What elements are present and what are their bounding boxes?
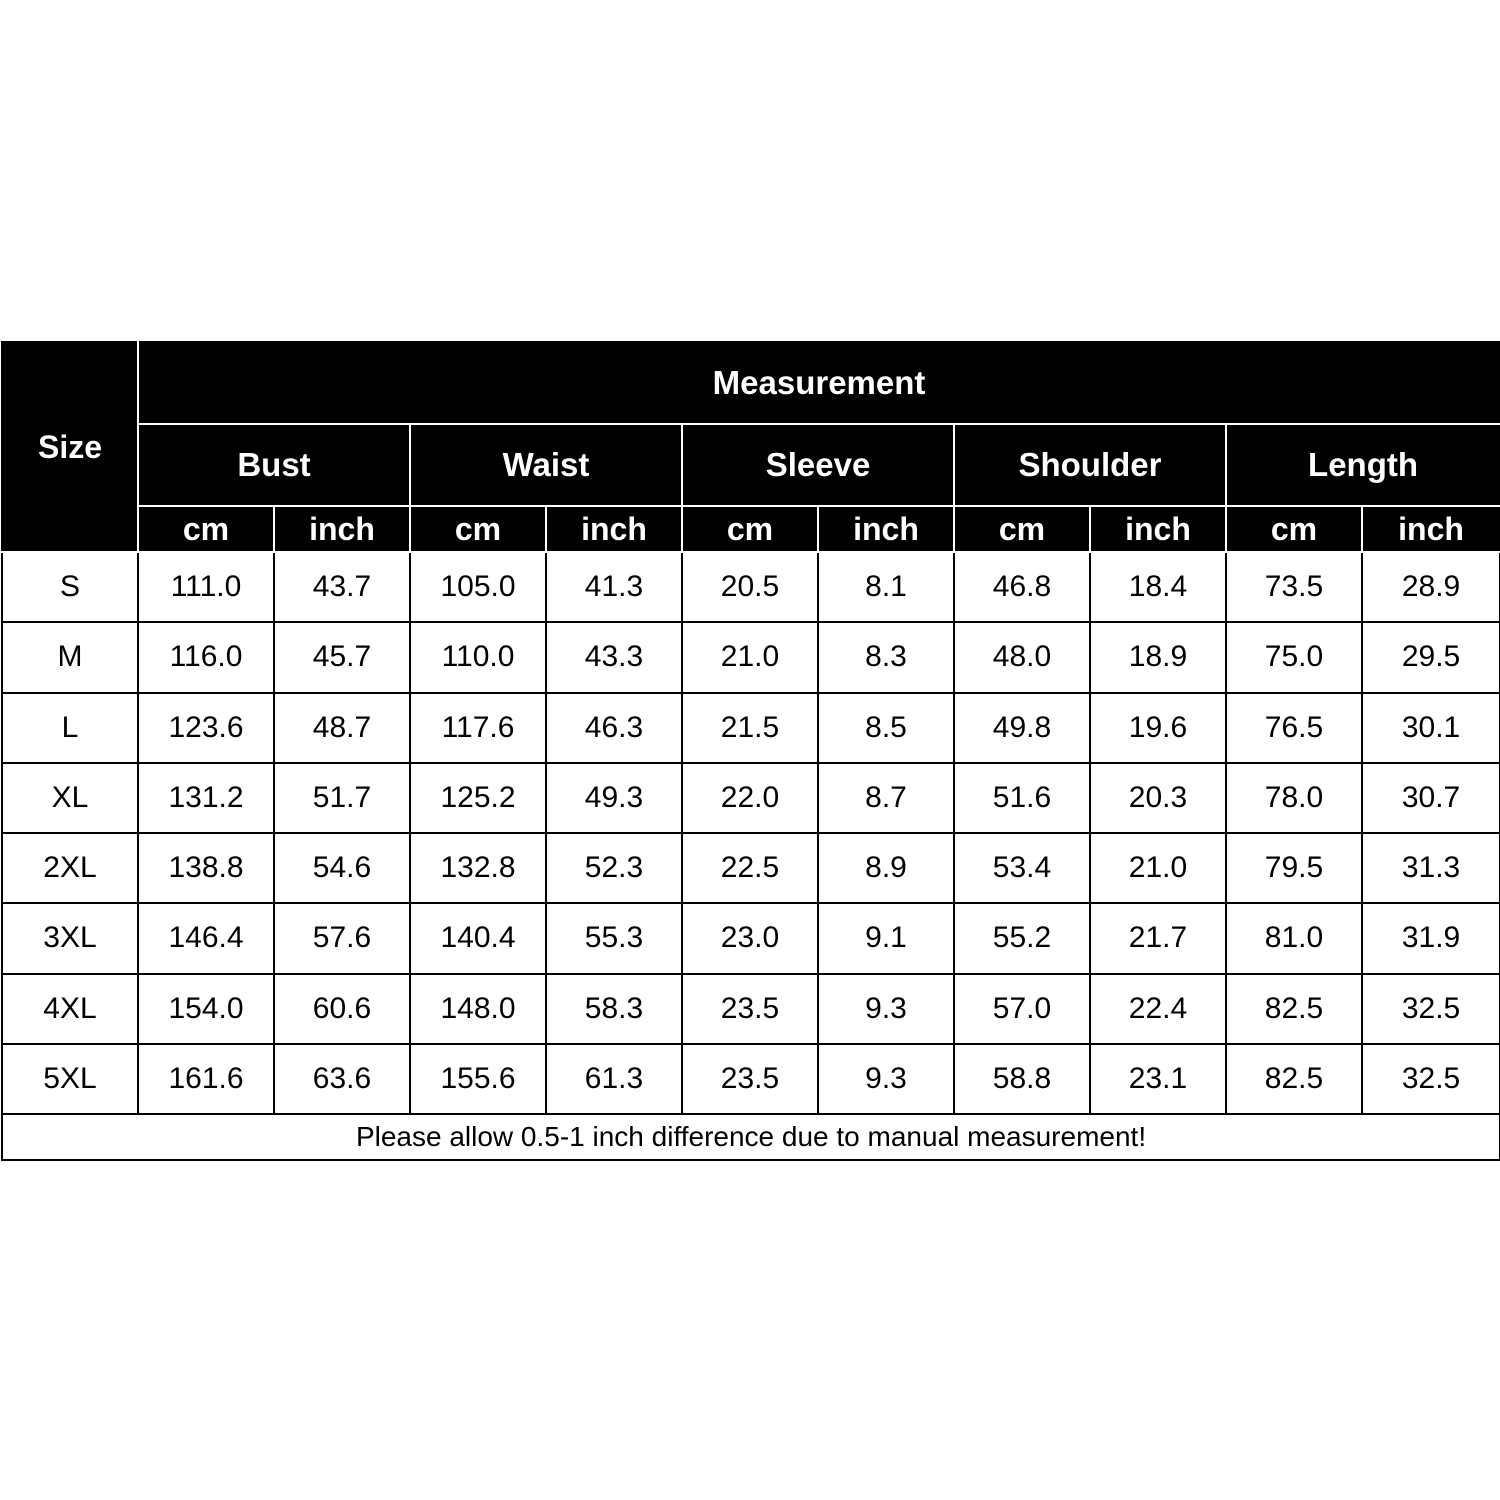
measurement-cell: 18.9 xyxy=(1090,622,1226,692)
measurement-cell: 30.1 xyxy=(1362,693,1500,763)
table-row xyxy=(2,833,1500,903)
measurement-cell: 30.7 xyxy=(1362,763,1500,833)
measurement-cell: 23.5 xyxy=(682,974,818,1044)
table-row xyxy=(2,1044,1500,1114)
measurement-cell: 61.3 xyxy=(546,1044,682,1114)
measurement-cell: 55.3 xyxy=(546,903,682,973)
size-cell: 3XL xyxy=(2,903,138,973)
measurement-cell: 23.0 xyxy=(682,903,818,973)
measurement-cell: 8.7 xyxy=(818,763,954,833)
measurement-cell: 20.5 xyxy=(682,552,818,622)
group-header-shoulder: Shoulder xyxy=(954,424,1226,506)
measurement-cell: 21.0 xyxy=(1090,833,1226,903)
unit-header-sleeve-inch: inch xyxy=(818,506,954,552)
size-cell: 5XL xyxy=(2,1044,138,1114)
measurement-cell: 51.7 xyxy=(274,763,410,833)
group-header-sleeve: Sleeve xyxy=(682,424,954,506)
measurement-cell: 53.4 xyxy=(954,833,1090,903)
measurement-cell: 57.6 xyxy=(274,903,410,973)
measurement-cell: 48.7 xyxy=(274,693,410,763)
measurement-cell: 54.6 xyxy=(274,833,410,903)
table-row xyxy=(2,552,1500,622)
measurement-note: Please allow 0.5-1 inch difference due to manual measurement! xyxy=(2,1114,1500,1160)
measurement-cell: 116.0 xyxy=(138,622,274,692)
measurement-cell: 32.5 xyxy=(1362,974,1500,1044)
table-row xyxy=(2,622,1500,692)
measurement-cell: 75.0 xyxy=(1226,622,1362,692)
unit-header-sleeve-cm: cm xyxy=(682,506,818,552)
unit-header-waist-cm: cm xyxy=(410,506,546,552)
measurement-cell: 55.2 xyxy=(954,903,1090,973)
measurement-cell: 131.2 xyxy=(138,763,274,833)
measurement-cell: 43.7 xyxy=(274,552,410,622)
measurement-cell: 49.3 xyxy=(546,763,682,833)
table-row xyxy=(2,693,1500,763)
measurement-cell: 8.1 xyxy=(818,552,954,622)
measurement-cell: 18.4 xyxy=(1090,552,1226,622)
unit-header-length-cm: cm xyxy=(1226,506,1362,552)
measurement-cell: 8.9 xyxy=(818,833,954,903)
measurement-cell: 123.6 xyxy=(138,693,274,763)
measurement-cell: 9.3 xyxy=(818,974,954,1044)
measurement-cell: 154.0 xyxy=(138,974,274,1044)
measurement-cell: 41.3 xyxy=(546,552,682,622)
group-header-length: Length xyxy=(1226,424,1500,506)
measurement-cell: 140.4 xyxy=(410,903,546,973)
measurement-cell: 43.3 xyxy=(546,622,682,692)
measurement-cell: 21.0 xyxy=(682,622,818,692)
measurement-cell: 76.5 xyxy=(1226,693,1362,763)
measurement-cell: 46.3 xyxy=(546,693,682,763)
measurement-cell: 148.0 xyxy=(410,974,546,1044)
measurement-cell: 132.8 xyxy=(410,833,546,903)
measurement-cell: 78.0 xyxy=(1226,763,1362,833)
unit-header-bust-inch: inch xyxy=(274,506,410,552)
measurement-cell: 57.0 xyxy=(954,974,1090,1044)
measurement-cell: 117.6 xyxy=(410,693,546,763)
size-cell: XL xyxy=(2,763,138,833)
size-chart-table xyxy=(1,341,1500,1161)
measurement-cell: 31.3 xyxy=(1362,833,1500,903)
group-header-waist: Waist xyxy=(410,424,682,506)
measurement-cell: 60.6 xyxy=(274,974,410,1044)
measurement-header: Measurement xyxy=(138,342,1500,424)
measurement-cell: 23.1 xyxy=(1090,1044,1226,1114)
measurement-cell: 138.8 xyxy=(138,833,274,903)
size-cell: S xyxy=(2,552,138,622)
measurement-cell: 81.0 xyxy=(1226,903,1362,973)
measurement-cell: 9.3 xyxy=(818,1044,954,1114)
measurement-cell: 79.5 xyxy=(1226,833,1362,903)
measurement-cell: 22.4 xyxy=(1090,974,1226,1044)
measurement-cell: 51.6 xyxy=(954,763,1090,833)
measurement-cell: 155.6 xyxy=(410,1044,546,1114)
measurement-cell: 161.6 xyxy=(138,1044,274,1114)
measurement-cell: 63.6 xyxy=(274,1044,410,1114)
measurement-cell: 48.0 xyxy=(954,622,1090,692)
size-cell: 2XL xyxy=(2,833,138,903)
measurement-cell: 105.0 xyxy=(410,552,546,622)
measurement-cell: 23.5 xyxy=(682,1044,818,1114)
measurement-cell: 19.6 xyxy=(1090,693,1226,763)
measurement-cell: 31.9 xyxy=(1362,903,1500,973)
unit-header-shoulder-inch: inch xyxy=(1090,506,1226,552)
measurement-cell: 21.5 xyxy=(682,693,818,763)
measurement-cell: 8.3 xyxy=(818,622,954,692)
measurement-cell: 22.0 xyxy=(682,763,818,833)
measurement-cell: 58.8 xyxy=(954,1044,1090,1114)
table-row xyxy=(2,763,1500,833)
measurement-cell: 20.3 xyxy=(1090,763,1226,833)
size-cell: L xyxy=(2,693,138,763)
measurement-cell: 49.8 xyxy=(954,693,1090,763)
measurement-cell: 73.5 xyxy=(1226,552,1362,622)
size-cell: M xyxy=(2,622,138,692)
unit-header-length-inch: inch xyxy=(1362,506,1500,552)
measurement-cell: 82.5 xyxy=(1226,1044,1362,1114)
measurement-cell: 146.4 xyxy=(138,903,274,973)
table-row xyxy=(2,903,1500,973)
measurement-cell: 110.0 xyxy=(410,622,546,692)
measurement-cell: 58.3 xyxy=(546,974,682,1044)
measurement-cell: 21.7 xyxy=(1090,903,1226,973)
table-row xyxy=(2,974,1500,1044)
unit-header-bust-cm: cm xyxy=(138,506,274,552)
measurement-cell: 46.8 xyxy=(954,552,1090,622)
unit-header-waist-inch: inch xyxy=(546,506,682,552)
group-header-bust: Bust xyxy=(138,424,410,506)
measurement-cell: 29.5 xyxy=(1362,622,1500,692)
measurement-cell: 125.2 xyxy=(410,763,546,833)
size-cell: 4XL xyxy=(2,974,138,1044)
measurement-cell: 32.5 xyxy=(1362,1044,1500,1114)
measurement-cell: 45.7 xyxy=(274,622,410,692)
measurement-cell: 52.3 xyxy=(546,833,682,903)
measurement-cell: 8.5 xyxy=(818,693,954,763)
unit-header-shoulder-cm: cm xyxy=(954,506,1090,552)
measurement-cell: 9.1 xyxy=(818,903,954,973)
size-header: Size xyxy=(2,342,138,552)
measurement-cell: 28.9 xyxy=(1362,552,1500,622)
measurement-cell: 82.5 xyxy=(1226,974,1362,1044)
measurement-cell: 22.5 xyxy=(682,833,818,903)
measurement-cell: 111.0 xyxy=(138,552,274,622)
